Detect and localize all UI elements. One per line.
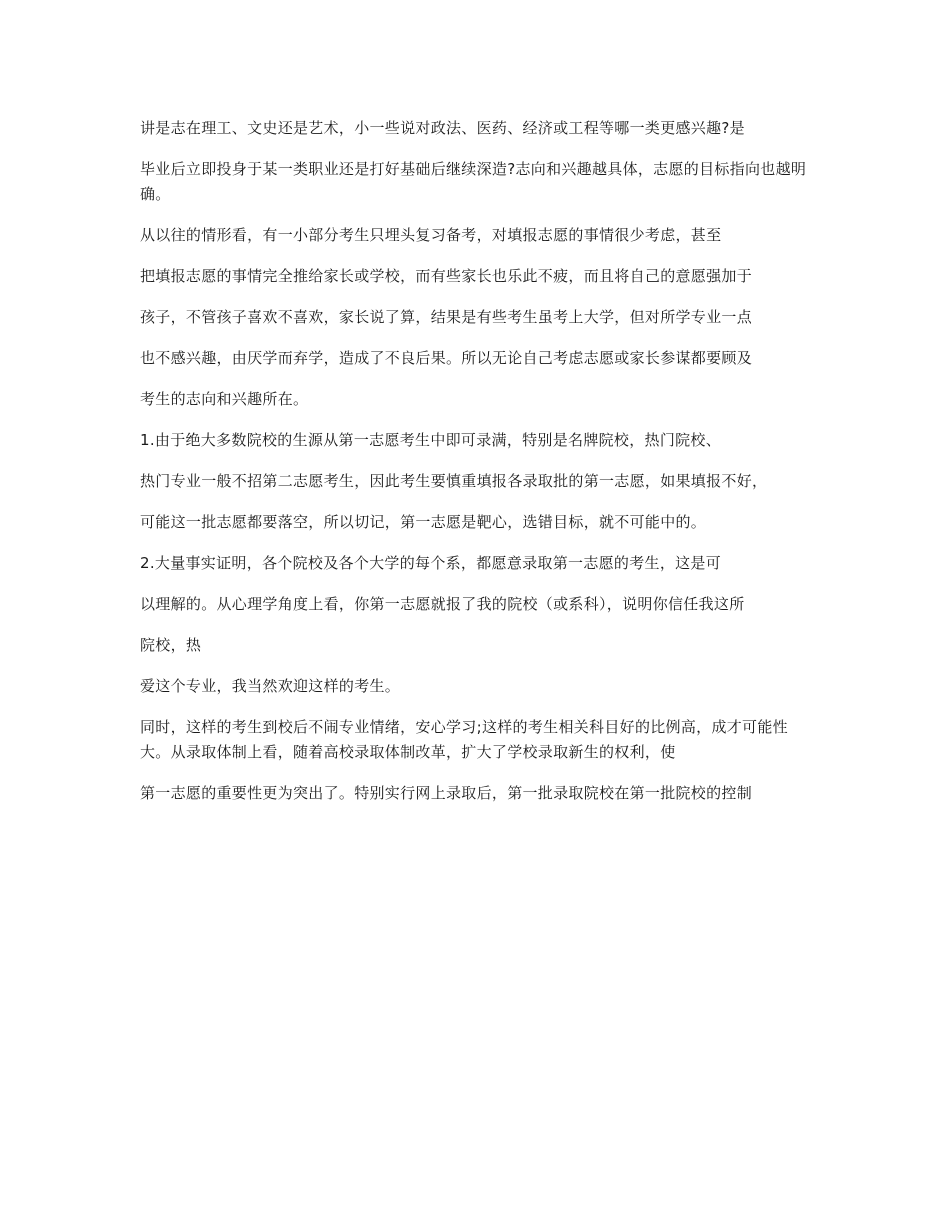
paragraph: 院校，热 (140, 636, 202, 654)
paragraph: 考生的志向和兴趣所在。 (140, 390, 309, 408)
paragraph: 第一志愿的重要性更为突出了。特别实行网上录取后，第一批录取院校在第一批院校的控制 (140, 784, 753, 802)
paragraph: 孩子，不管孩子喜欢不喜欢，家长说了算，结果是有些考生虽考上大学，但对所学专业一点 (140, 308, 753, 326)
paragraph: 1.由于绝大多数院校的生源从第一志愿考生中即可录满，特别是名牌院校，热门院校、 (140, 431, 722, 449)
paragraph: 讲是志在理工、文史还是艺术，小一些说对政法、医药、经济或工程等哪一类更感兴趣?是 (140, 119, 745, 137)
paragraph: 热门专业一般不招第二志愿考生，因此考生要慎重填报各录取批的第一志愿，如果填报不好， (140, 472, 768, 490)
paragraph: 毕业后立即投身于某一类职业还是打好基础后继续深造?志向和兴趣越具体，志愿的目标指向也越明确。 (140, 160, 807, 203)
paragraph: 可能这一批志愿都要落空，所以切记，第一志愿是靶心，选错目标，就不可能中的。 (140, 513, 707, 531)
paragraph: 以理解的。从心理学角度上看，你第一志愿就报了我的院校（或系科），说明你信任我这所 (140, 595, 745, 613)
document-body (140, 116, 812, 822)
paragraph: 也不感兴趣，由厌学而弃学，造成了不良后果。所以无论自己考虑志愿或家长参谋都要顾及 (140, 349, 753, 367)
paragraph: 2.大量事实证明，各个院校及各个大学的每个系，都愿意录取第一志愿的考生，这是可 (140, 554, 722, 572)
paragraph: 同时，这样的考生到校后不闹专业情绪，安心学习;这样的考生相关科目好的比例高，成才可能性大。从录取体制上看，随着高校录取体制改革，扩大了学校录取新生的权利，使 (140, 718, 788, 761)
paragraph: 把填报志愿的事情完全推给家长或学校，而有些家长也乐此不疲，而且将自己的意愿强加于 (140, 267, 753, 285)
paragraph: 从以往的情形看，有一小部分考生只埋头复习备考，对填报志愿的事情很少考虑，甚至 (140, 226, 722, 244)
paragraph: 爱这个专业，我当然欢迎这样的考生。 (140, 677, 401, 695)
